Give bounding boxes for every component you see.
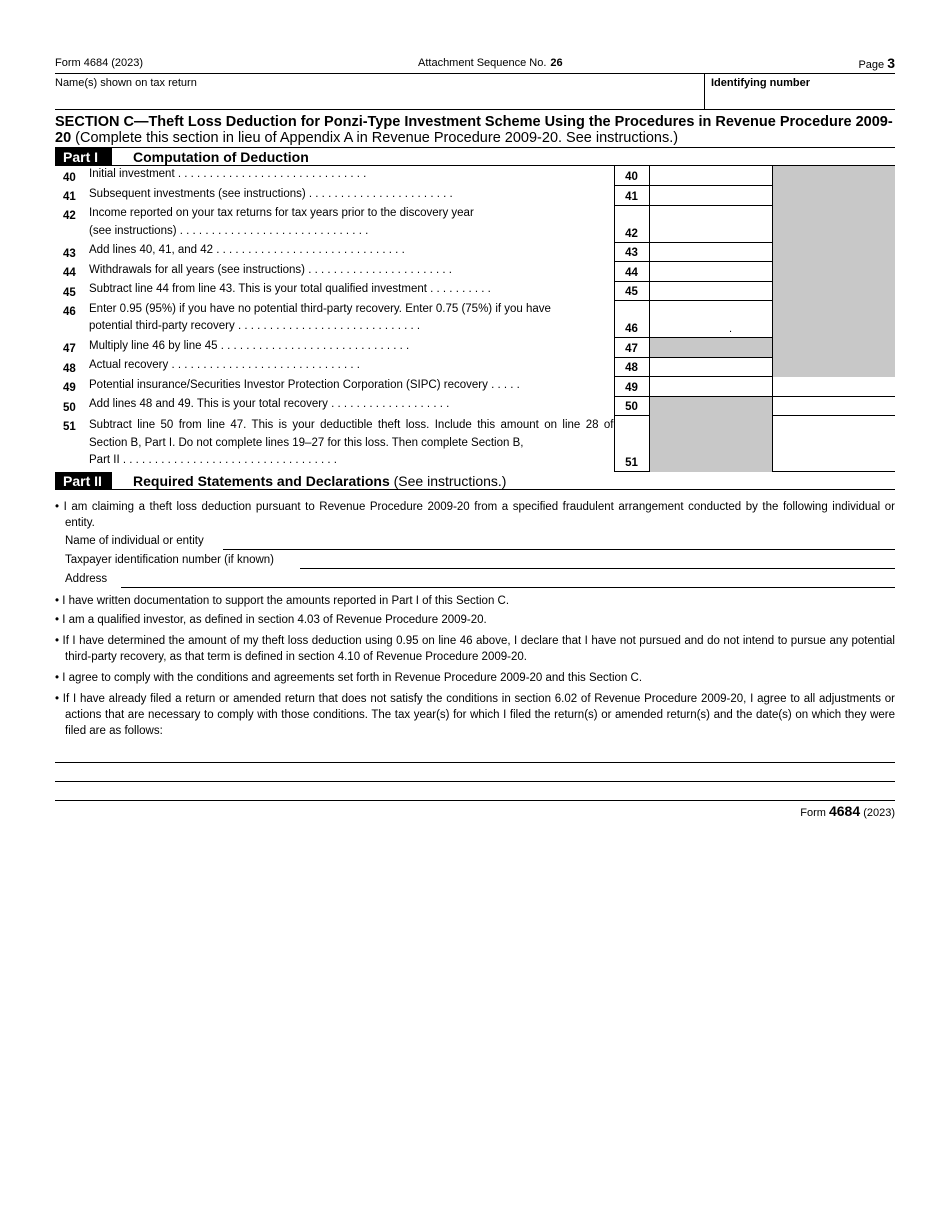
- line-41-amount[interactable]: [649, 186, 772, 206]
- entity-name-field[interactable]: [223, 549, 895, 550]
- part-2-title: Required Statements and Declarations (See instructions.): [133, 473, 507, 489]
- identifying-number-field[interactable]: Identifying number: [704, 74, 895, 110]
- line-42-row: 42 Income reported on your tax returns for tax years prior to the discovery year (see instructions) . . . . . . . . . . . . . . . . . . . . . . . . . . . . . . 42: [55, 205, 895, 242]
- line-43-row: 43 Add lines 40, 41, and 42 . . . . . . . . . . . . . . . . . . . . . . . . . . . . . . 43: [55, 242, 895, 262]
- attachment-sequence: Attachment Sequence No. 26: [418, 57, 563, 69]
- form-top-header: [55, 52, 895, 74]
- form-page: [55, 52, 895, 819]
- filed-returns-line[interactable]: [55, 782, 895, 801]
- line-45-row: 45 Subtract line 44 from line 43. This is your total qualified investment . . . . . . . . . . 45: [55, 281, 895, 301]
- line-47-amount[interactable]: [772, 377, 895, 397]
- line-47-row: 47 Multiply line 46 by line 45 . . . . . . . . . . . . . . . . . . . . . . . . . . . . . . 47: [55, 338, 895, 358]
- address-field[interactable]: [121, 587, 895, 588]
- tin-field[interactable]: [300, 568, 895, 569]
- statement-3: • I am a qualified investor, as defined in section 4.03 of Revenue Procedure 2009-20.: [55, 614, 487, 626]
- page-number: Page 3: [858, 55, 895, 71]
- filed-returns-line[interactable]: [55, 763, 895, 782]
- line-44-amount[interactable]: [649, 262, 772, 282]
- line-43-amount[interactable]: [649, 242, 772, 262]
- line-49-row: 49 Potential insurance/Securities Investor Protection Corporation (SIPC) recovery . . . . . 49: [55, 377, 895, 397]
- statement-6: • If I have already filed a return or amended return that does not satisfy the conditions in section 6.02 of Revenue Procedure 2009-20, I agree to all adjustments or actions that are necessary to comply with those conditions. The tax year(s) for which I filed the return(s) or amended return(s) and the date(s) on which they were filed are as follows:: [55, 693, 895, 737]
- line-40-row: 40 Initial investment . . . . . . . . . . . . . . . . . . . . . . . . . . . . . . 40: [55, 166, 895, 186]
- address-row: Address: [55, 571, 895, 590]
- line-51-amount[interactable]: [772, 416, 895, 472]
- line-41-row: 41 Subsequent investments (see instructions) . . . . . . . . . . . . . . . . . . . . . . . 41: [55, 186, 895, 206]
- statement-4: • If I have determined the amount of my theft loss deduction using 0.95 on line 46 above, I declare that I have not pursued and do not intend to pursue any potential third-party recovery, as that term is defined in section 4.10 of Revenue Procedure 2009-20.: [55, 635, 895, 663]
- line-44-row: 44 Withdrawals for all years (see instructions) . . . . . . . . . . . . . . . . . . . . . . . 44: [55, 262, 895, 282]
- shaded-cell: [772, 166, 895, 377]
- line-50-amount[interactable]: [772, 396, 895, 416]
- filed-returns-line[interactable]: [55, 744, 895, 763]
- statement-1: • I am claiming a theft loss deduction pursuant to Revenue Procedure 2009-20 from a specified fraudulent arrangement conducted by the following individual or entity.: [55, 501, 895, 529]
- line-50-row: 50 Add lines 48 and 49. This is your total recovery . . . . . . . . . . . . . . . . . . . 50: [55, 396, 895, 416]
- line-46-amount[interactable]: .: [649, 301, 772, 338]
- line-42-amount[interactable]: [649, 205, 772, 242]
- part-2-tag: Part II: [55, 472, 112, 490]
- line-49-amount[interactable]: [649, 377, 772, 397]
- form-label: Form 4684 (2023): [55, 57, 144, 69]
- tin-row: Taxpayer identification number (if known): [55, 552, 895, 571]
- line-48-row: 48 Actual recovery . . . . . . . . . . . . . . . . . . . . . . . . . . . . . . 48: [55, 357, 895, 377]
- shaded-cell: [649, 396, 772, 472]
- part-1-tag: Part I: [55, 148, 112, 166]
- line-51-row: 51 Subtract line 50 from line 47. This is your deductible theft loss. Include this amount on line 28 of Section B, Part I. Do not complete lines 19–27 for this loss. Then complete Section B, Part II . . . . . . . . . . . . . . . . . . . . . . . . . . . . . . . . . . 51: [55, 416, 895, 472]
- line-40-amount[interactable]: [649, 166, 772, 186]
- filed-returns-lines: [55, 744, 895, 801]
- line-48-amount[interactable]: [649, 357, 772, 377]
- statement-2: • I have written documentation to support the amounts reported in Part I of this Section C.: [55, 595, 510, 607]
- part-2-header: [55, 472, 895, 490]
- name-row: [55, 74, 895, 110]
- names-field[interactable]: Name(s) shown on tax return: [55, 77, 197, 89]
- section-c-heading: SECTION C—Theft Loss Deduction for Ponzi-Type Investment Scheme Using the Procedures in Revenue Procedure 2009-20 (Complete this section in lieu of Appendix A in Revenue Procedure 2009-20. See instructions.): [55, 110, 895, 148]
- part-1-title: Computation of Deduction: [133, 149, 309, 165]
- statement-5: • I agree to comply with the conditions and agreements set forth in Revenue Procedure 2009-20 and this Section C.: [55, 672, 643, 684]
- form-footer: Form 4684 (2023): [800, 803, 895, 819]
- line-45-amount[interactable]: [649, 281, 772, 301]
- part-1-lines: [55, 166, 895, 472]
- part-1-header: [55, 148, 895, 166]
- line-46-row: 46 Enter 0.95 (95%) if you have no potential third-party recovery. Enter 0.75 (75%) if you have potential third-party recovery . . . . . . . . . . . . . . . . . . . . . . . . . . . . . 46 .: [55, 301, 895, 338]
- entity-name-row: Name of individual or entity: [55, 533, 895, 552]
- shaded-cell: [649, 338, 772, 358]
